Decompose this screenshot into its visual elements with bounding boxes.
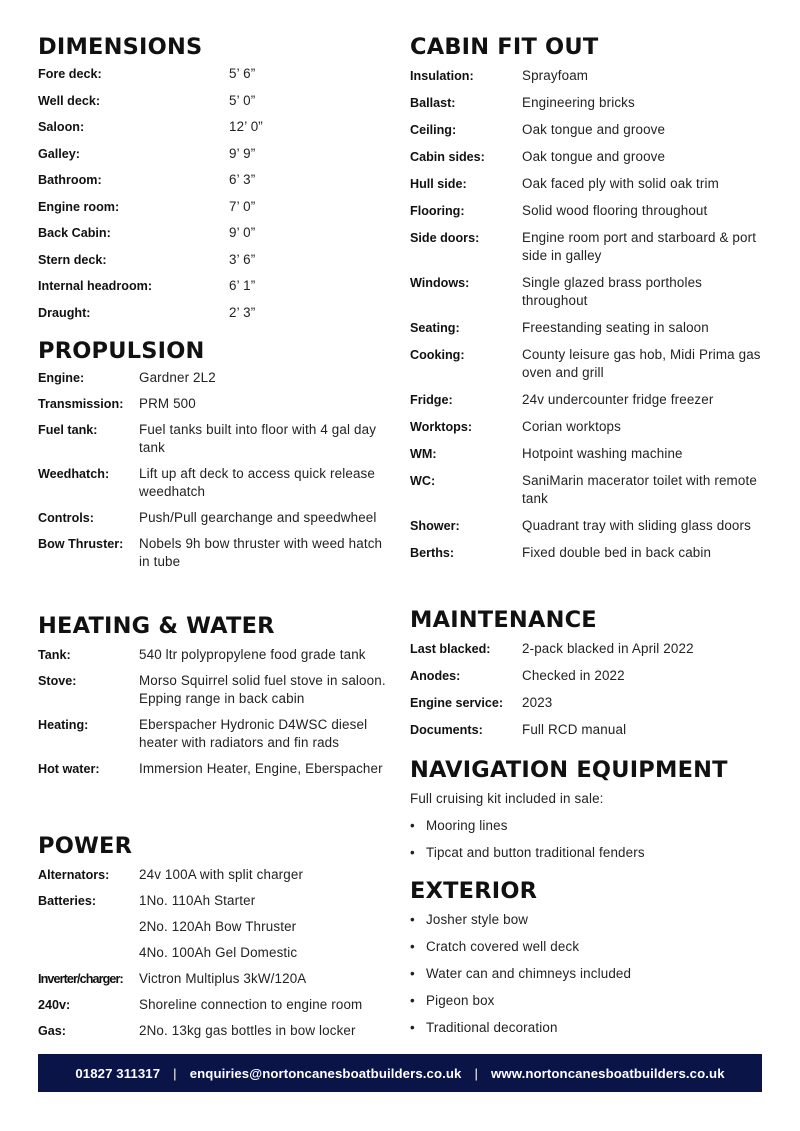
spec-row (410, 445, 765, 463)
spec-row (410, 472, 765, 508)
spec-label: Alternators: (38, 868, 110, 882)
section-title: CABIN FIT OUT (410, 34, 599, 60)
spec-label: Last blacked: (410, 642, 491, 656)
spec-row (38, 65, 393, 92)
spec-row (38, 509, 393, 527)
bullet-icon: • (410, 993, 415, 1008)
spec-row (38, 251, 393, 278)
list-item (410, 817, 765, 844)
list-item-text: Tipcat and button traditional fenders (426, 845, 645, 860)
spec-row (38, 118, 393, 145)
cabin-fit-out-section (410, 33, 765, 562)
bullet-icon: • (410, 912, 415, 927)
spec-label: Fore deck: (38, 67, 102, 81)
list-item (410, 1019, 765, 1046)
spec-label: Insulation: (410, 69, 474, 83)
power-section (38, 832, 393, 1048)
footer-phone[interactable]: 01827 311317 (75, 1065, 161, 1081)
spec-label: Shower: (410, 519, 460, 533)
spec-value: Nobels 9h bow thruster with weed hatch in tube (139, 536, 383, 569)
spec-label: Controls: (38, 511, 94, 525)
contact-footer (38, 1054, 762, 1092)
list-item-text: Josher style bow (426, 912, 529, 927)
spec-label: Cooking: (410, 348, 465, 362)
spec-row (410, 640, 765, 667)
spec-value: Push/Pull gearchange and speedwheel (139, 510, 377, 525)
spec-row (410, 94, 765, 112)
spec-value: Fuel tanks built into floor with 4 gal day tank (139, 422, 377, 455)
spec-value: Oak tongue and groove (522, 149, 666, 164)
spec-row (38, 760, 393, 778)
maintenance-section (410, 606, 765, 748)
spec-label: Ceiling: (410, 123, 457, 137)
spec-label: Inverter/charger: (38, 972, 123, 986)
list-item (410, 938, 765, 965)
list-item (410, 965, 765, 992)
section-title: NAVIGATION EQUIPMENT (410, 757, 728, 783)
spec-value: 5’ 0” (229, 92, 256, 108)
spec-label: 240v: (38, 998, 71, 1012)
spec-label: Stove: (38, 674, 77, 688)
spec-row (38, 892, 393, 918)
spec-value: Gardner 2L2 (139, 370, 216, 385)
spec-label: Gas: (38, 1024, 66, 1038)
spec-label: Fridge: (410, 393, 453, 407)
section-title: HEATING & WATER (38, 613, 275, 639)
spec-label: Heating: (38, 718, 89, 732)
section-title: EXTERIOR (410, 878, 538, 904)
bullet-icon: • (410, 845, 415, 860)
spec-label: Berths: (410, 546, 455, 560)
spec-row (38, 465, 393, 501)
spec-row (410, 202, 765, 220)
spec-row (38, 369, 393, 387)
spec-row (38, 970, 393, 996)
spec-value: 6’ 3” (229, 172, 256, 187)
spec-row (38, 646, 393, 664)
spec-value: 540 ltr polypropylene food grade tank (139, 647, 366, 662)
spec-list (38, 369, 393, 571)
spec-value: 3’ 6” (229, 251, 256, 267)
spec-value: 5’ 6” (229, 66, 256, 81)
list-item (410, 911, 765, 938)
spec-row (410, 391, 765, 409)
spec-label: Worktops: (410, 420, 473, 434)
spec-value: Morso Squirrel solid fuel stove in saloon. Epping range in back cabin (139, 673, 386, 706)
section-title: MAINTENANCE (410, 607, 597, 633)
navigation-equipment-section (410, 756, 765, 871)
spec-label: Transmission: (38, 397, 124, 411)
spec-value: 12’ 0” (229, 119, 263, 134)
footer-website[interactable]: www.nortoncanesboatbuilders.co.uk (491, 1065, 725, 1081)
spec-value: 2No. 13kg gas bottles in bow locker (139, 1023, 356, 1038)
spec-value: 2No. 120Ah Bow Thruster (139, 919, 297, 934)
heating-water-section (38, 612, 393, 778)
section-title: DIMENSIONS (38, 34, 203, 60)
spec-label (38, 918, 139, 944)
spec-value: Eberspacher Hydronic D4WSC diesel heater with radiators and fin rads (139, 717, 368, 750)
spec-label: Windows: (410, 276, 470, 290)
spec-value: Engineering bricks (522, 95, 635, 110)
list-item (410, 992, 765, 1019)
spec-row (38, 145, 393, 172)
spec-value: Hotpoint washing machine (522, 446, 683, 461)
spec-label: Cabin sides: (410, 150, 485, 164)
section-title: POWER (38, 833, 133, 859)
spec-value: 24v 100A with split charger (139, 867, 304, 882)
section-title: PROPULSION (38, 338, 205, 364)
spec-label: Bow Thruster: (38, 537, 124, 551)
spec-value: Full RCD manual (522, 722, 627, 737)
spec-label: WM: (410, 447, 437, 461)
spec-value: 2-pack blacked in April 2022 (522, 641, 694, 656)
dimensions-section (38, 33, 393, 330)
footer-separator: | (474, 1065, 478, 1081)
spec-label: Fuel tank: (38, 423, 98, 437)
spec-value: Oak faced ply with solid oak trim (522, 176, 719, 191)
spec-label: Tank: (38, 648, 71, 662)
spec-label (38, 944, 139, 970)
intro-text: Full cruising kit included in sale: (410, 791, 604, 806)
spec-list (410, 640, 765, 748)
spec-value: 6’ 1” (229, 278, 256, 293)
spec-value: County leisure gas hob, Midi Prima gas oven and grill (522, 347, 761, 380)
spec-value: 2023 (522, 695, 553, 710)
spec-row (410, 544, 765, 562)
bullet-icon: • (410, 966, 415, 981)
spec-label: Seating: (410, 321, 460, 335)
spec-row (38, 716, 393, 752)
spec-list (410, 67, 765, 562)
item-list (410, 790, 765, 871)
spec-row (410, 346, 765, 382)
spec-value: Single glazed brass portholes throughout (522, 275, 703, 308)
spec-value: 24v undercounter fridge freezer (522, 392, 714, 407)
spec-value: Checked in 2022 (522, 668, 625, 683)
spec-label: Draught: (38, 305, 91, 320)
spec-value: PRM 500 (139, 396, 196, 411)
spec-label: WC: (410, 474, 436, 488)
spec-label: Bathroom: (38, 173, 102, 187)
spec-row (38, 171, 393, 198)
spec-value: 7’ 0” (229, 198, 256, 214)
spec-value: 9’ 0” (229, 225, 256, 240)
spec-list (38, 65, 393, 330)
spec-value: Sprayfoam (522, 68, 589, 83)
spec-value: Oak tongue and groove (522, 122, 666, 137)
spec-value: Fixed double bed in back cabin (522, 545, 712, 560)
spec-row (38, 224, 393, 251)
spec-list (38, 866, 393, 1048)
spec-label: Engine room: (38, 199, 120, 214)
list-item-text: Water can and chimneys included (426, 966, 632, 981)
spec-label: Galley: (38, 146, 80, 161)
spec-value: Quadrant tray with sliding glass doors (522, 518, 751, 533)
spec-list (38, 646, 393, 778)
spec-row (410, 517, 765, 535)
item-list (410, 911, 765, 1046)
spec-value: SaniMarin macerator toilet with remote tank (522, 473, 757, 506)
spec-row (38, 672, 393, 708)
spec-row (410, 121, 765, 139)
spec-row (38, 198, 393, 225)
spec-row (410, 418, 765, 436)
spec-label: Internal headroom: (38, 279, 153, 293)
bullet-icon: • (410, 818, 415, 833)
spec-label: Back Cabin: (38, 226, 111, 240)
spec-row (38, 996, 393, 1022)
list-item-text: Cratch covered well deck (426, 939, 580, 954)
spec-row (38, 944, 393, 970)
spec-label: Hull side: (410, 177, 467, 191)
bullet-icon: • (410, 939, 415, 954)
spec-row (410, 175, 765, 193)
spec-row (38, 395, 393, 413)
spec-row (410, 667, 765, 694)
spec-value: Corian worktops (522, 419, 621, 434)
spec-label: Ballast: (410, 96, 456, 110)
list-item-text: Traditional decoration (426, 1020, 558, 1035)
spec-label: Engine service: (410, 696, 504, 710)
spec-row (38, 421, 393, 457)
exterior-section (410, 877, 765, 1046)
spec-label: Side doors: (410, 231, 480, 245)
spec-label: Batteries: (38, 894, 97, 908)
spec-value: Lift up aft deck to access quick release weedhatch (139, 466, 375, 499)
spec-value: Freestanding seating in saloon (522, 320, 709, 335)
spec-label: Stern deck: (38, 252, 107, 267)
footer-email[interactable]: enquiries@nortoncanesboatbuilders.co.uk (189, 1065, 462, 1081)
spec-value: Victron Multiplus 3kW/120A (139, 971, 307, 986)
spec-row (410, 229, 765, 265)
spec-row (38, 1022, 393, 1048)
spec-label: Weedhatch: (38, 467, 110, 481)
spec-value: Immersion Heater, Engine, Eberspacher (139, 761, 383, 776)
spec-value: Engine room port and starboard & port side in galley (522, 230, 757, 263)
spec-label: Hot water: (38, 762, 100, 776)
spec-value: 1No. 110Ah Starter (139, 893, 256, 908)
spec-row (38, 866, 393, 892)
list-item-text: Pigeon box (426, 993, 495, 1008)
spec-label: Documents: (410, 723, 483, 737)
list-item-text: Mooring lines (426, 818, 508, 833)
spec-label: Anodes: (410, 669, 461, 683)
spec-row (410, 721, 765, 748)
spec-value: 9’ 9” (229, 145, 256, 161)
spec-row (38, 92, 393, 119)
spec-row (410, 319, 765, 337)
propulsion-section (38, 337, 393, 571)
spec-label: Flooring: (410, 204, 465, 218)
spec-row (38, 277, 393, 304)
spec-value: Shoreline connection to engine room (139, 997, 363, 1012)
spec-value: Solid wood flooring throughout (522, 203, 708, 218)
spec-row (38, 535, 393, 571)
spec-label: Saloon: (38, 120, 85, 134)
spec-row (38, 304, 393, 331)
spec-value: 2’ 3” (229, 304, 256, 320)
spec-label: Engine: (38, 371, 85, 385)
spec-value: 4No. 100Ah Gel Domestic (139, 945, 298, 960)
spec-row (410, 67, 765, 85)
spec-label: Well deck: (38, 93, 101, 108)
spec-row (410, 274, 765, 310)
bullet-icon: • (410, 1020, 415, 1035)
spec-row (38, 918, 393, 944)
spec-row (410, 148, 765, 166)
footer-separator: | (173, 1065, 177, 1081)
list-item (410, 844, 765, 871)
spec-row (410, 694, 765, 721)
